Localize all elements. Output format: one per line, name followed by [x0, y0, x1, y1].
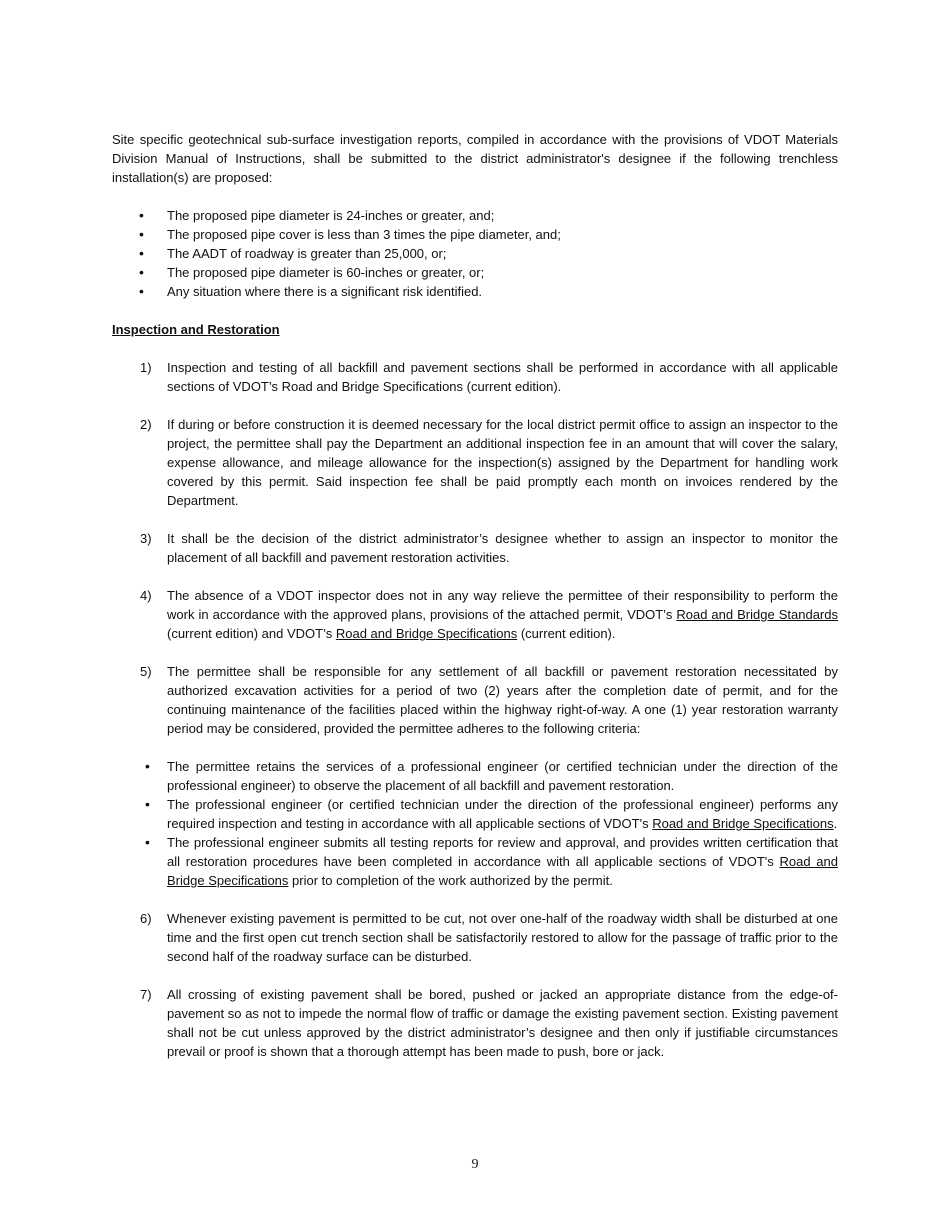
- numbered-item-6: [112, 909, 838, 966]
- item-text: Inspection and testing of all backfill and pavement sections shall be performed in accordance with all applicable sections of VDOT’s Road and Bridge Specifications (current edition).: [167, 360, 838, 394]
- numbered-item-3: [112, 529, 838, 567]
- item-text-part: (current edition).: [517, 626, 616, 641]
- numbered-item-5: [112, 662, 838, 738]
- intro-paragraph: Site specific geotechnical sub-surface investigation reports, compiled in accordance with the provisions of VDOT Materials Division Manual of Instructions, shall be submitted to the district administrator's designee if the following trenchless installation(s) are proposed:: [112, 132, 838, 185]
- item-number: 4): [140, 588, 152, 603]
- numbered-list-continued: [112, 909, 838, 1061]
- page-body: [112, 130, 838, 1080]
- item-text-part: (current edition) and VDOT’s: [167, 626, 336, 641]
- list-item: • Any situation where there is a significant risk identified.: [112, 282, 838, 301]
- numbered-item-7: [112, 985, 838, 1061]
- item-text: If during or before construction it is deemed necessary for the local district permit office to assign an inspector to the project, the permittee shall pay the Department an additional inspection fee in an amount that will cover the salary, expense allowance, and mileage allowance for the inspection(s) assigned by the Department for handling work covered by this permit. Said inspection fee shall be paid promptly each month on invoices rendered by the Department.: [167, 417, 838, 508]
- item-number: 5): [140, 664, 152, 679]
- list-item: • The proposed pipe diameter is 60-inches or greater, or;: [112, 263, 838, 282]
- item-text: All crossing of existing pavement shall be bored, pushed or jacked an appropriate distance from the edge-of-pavement so as not to impede the normal flow of traffic or damage the existing pavement section. Existing pavement shall not be cut unless approved by the district administrator’s designee and then only if justifiable circumstances prevail or proof is shown that a thorough attempt has been made to push, bore or jack.: [167, 987, 838, 1059]
- item-text: The permittee shall be responsible for any settlement of all backfill or pavement restoration necessitated by authorized excavation activities for a period of two (2) years after the completion date of permit, and for the continuing maintenance of the facilities placed within the highway right-of-way. A one (1) year restoration warranty period may be considered, provided the permittee adheres to the following criteria:: [167, 664, 838, 736]
- item-text: [167, 833, 838, 890]
- road-bridge-standards-reference: Road and Bridge Standards: [676, 607, 838, 622]
- item-number: 7): [140, 987, 152, 1002]
- item-text: • The permittee retains the services of a professional engineer (or certified technician under the direction of the professional engineer) to observe the placement of all backfill and pavement restoration.: [167, 759, 838, 793]
- item-number: 1): [140, 360, 152, 375]
- item-text: It shall be the decision of the district administrator’s designee whether to assign an inspector to monitor the placement of all backfill and pavement restoration activities.: [167, 531, 838, 565]
- list-item: [112, 757, 838, 795]
- item-text-part: The professional engineer (or certified technician under the direction of the professional engineer) performs any required inspection and testing in accordance with all applicable sections of VDOT's: [167, 797, 838, 831]
- page-number: 9: [471, 1157, 479, 1172]
- item-text: Whenever existing pavement is permitted to be cut, not over one-half of the roadway width shall be disturbed at one time and the first open cut trench section shall be satisfactorily restored to allow for the passage of traffic prior to the second half of the roadway surface can be disturbed.: [167, 911, 838, 964]
- item-text-part: The absence of a VDOT inspector does not in any way relieve the permittee of their responsibility to perform the work in accordance with the approved plans, provisions of the attached permit, VDOT’s: [167, 588, 838, 622]
- numbered-item-4: [112, 586, 838, 643]
- list-item: [112, 833, 838, 890]
- numbered-item-1: [112, 358, 838, 396]
- warranty-criteria-list: [112, 757, 838, 890]
- item-number: 3): [140, 531, 152, 546]
- item-text: [167, 795, 838, 833]
- numbered-list: [112, 358, 838, 738]
- item-text-part: .: [833, 816, 838, 831]
- road-bridge-specifications-reference: Road and Bridge Specifications: [335, 626, 518, 641]
- trenchless-criteria-list: [112, 206, 838, 301]
- section-heading: Inspection and Restoration: [112, 322, 280, 337]
- item-text-part: prior to completion of the work authorized by the permit.: [288, 873, 613, 888]
- road-bridge-specifications-reference: Road and Bridge Specifications: [167, 854, 838, 888]
- road-bridge-specifications-reference: Road and Bridge Specifications: [652, 816, 834, 831]
- list-item: • The proposed pipe cover is less than 3 times the pipe diameter, and;: [112, 225, 838, 244]
- item-number: 6): [140, 911, 152, 926]
- item-number: 2): [140, 417, 152, 432]
- list-item: • The proposed pipe diameter is 24-inches or greater, and;: [112, 206, 838, 225]
- list-item: • The AADT of roadway is greater than 25,000, or;: [112, 244, 838, 263]
- numbered-item-2: [112, 415, 838, 510]
- item-text: [167, 586, 838, 643]
- list-item: [112, 795, 838, 833]
- item-text-part: The professional engineer submits all testing reports for review and approval, and provides written certification that all restoration procedures have been completed in accordance with all applicable sections of VDOT's: [167, 835, 838, 869]
